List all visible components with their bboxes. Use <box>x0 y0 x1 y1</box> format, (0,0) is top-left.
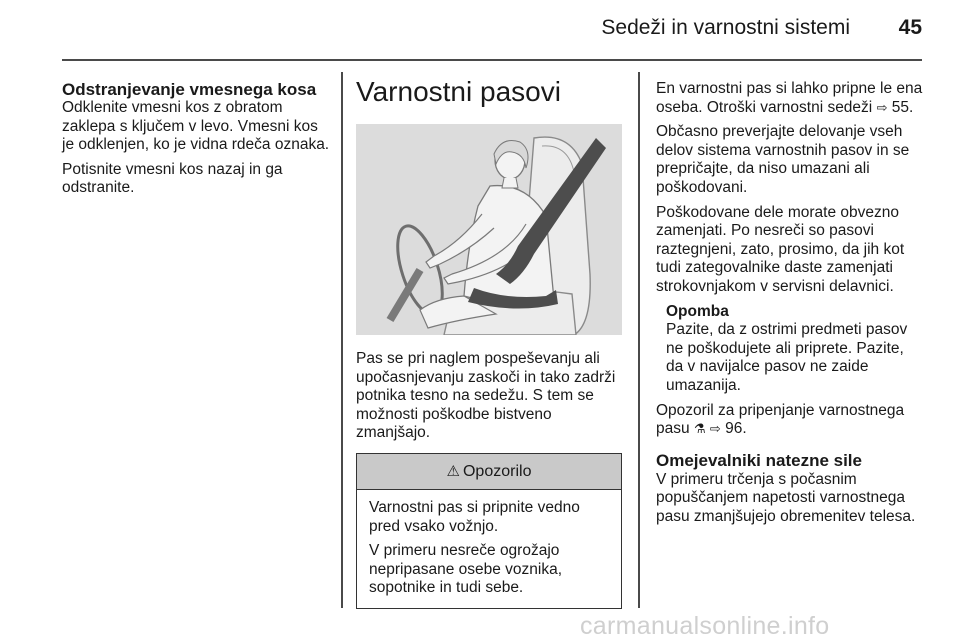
header-rule <box>62 59 922 61</box>
note-text: Pazite, da z ostrimi predmeti pasov ne poškodujete ali priprete. Pazite, da v navijalce pasov ne zaide umazanija. <box>666 321 908 394</box>
paragraph-unlock-insert: Odklenite vmesni kos z obratom zaklepa s ključem v levo. Vmesni kos je odklenjen, ko je vidna rdeča oznaka. <box>62 99 330 154</box>
seatbelt-warning-icon: ⚗ <box>693 421 706 437</box>
warning-title: Opozorilo <box>462 462 532 480</box>
reference-arrow-icon: ⇨ <box>709 421 721 437</box>
paragraph-one-person-text: En varnostni pas si lahko pripne le ena oseba. Otroški varnostni sedeži <box>656 80 923 116</box>
reference-arrow-icon: ⇨ <box>876 99 888 115</box>
warning-header <box>357 454 621 490</box>
warning-paragraph-2: V primeru nesreče ogrožajo nepripasane osebe voznika, sopotnike in tudi sebe. <box>369 542 563 597</box>
seatbelt-illustration <box>356 124 622 335</box>
seatbelt-drawing <box>356 124 622 335</box>
paragraph-belt-warning <box>656 402 924 439</box>
section-heading-force-limiters: Omejevalniki natezne sile <box>656 450 862 470</box>
warning-box <box>356 453 622 609</box>
column-divider-left <box>341 72 343 608</box>
paragraph-remove-insert: Potisnite vmesni kos nazaj in ga odstranite. <box>62 160 283 197</box>
paragraph-force-limiters: V primeru trčenja s počasnim popuščanjem napetosti varnostnega pasu zmanjšujejo obremenitev telesa. <box>656 470 916 525</box>
left-column <box>62 80 332 204</box>
paragraph-check-belts: Občasno preverjajte delovanje vseh delov sistema varnostnih pasov in se prepričajte, da niso umazani ali poškodovani. <box>656 123 910 196</box>
paragraph-belt-locking: Pas se pri naglem pospeševanju ali upočasnjevanju zaskoči in tako zadrži potnika tesno na sedežu. S tem se možnosti poškodbe bistveno zmanjšajo. <box>356 350 616 442</box>
chapter-heading-seat-belts: Varnostni pasovi <box>356 76 561 107</box>
middle-column <box>356 76 624 609</box>
paragraph-replace-parts: Poškodovane dele morate obvezno zamenjati. Po nesreči so pasovi raztegnjeni, zato, prosimo, da jih kot tudi zategovalnike daste zamenjati strokovnjakom v servisni delavnici. <box>656 203 905 295</box>
note-title: Opomba <box>666 302 729 320</box>
note-box <box>656 303 924 396</box>
warning-body <box>357 490 621 608</box>
reference-page-55: 55. <box>891 98 914 116</box>
warning-paragraph-1: Varnostni pas si pripnite vedno pred vsako vožnjo. <box>369 498 580 535</box>
column-divider-right <box>638 72 640 608</box>
reference-page-96: 96. <box>725 420 747 438</box>
warning-triangle-icon: ⚠ <box>446 462 460 480</box>
page-header-title: Sedeži in varnostni sistemi <box>601 16 850 39</box>
right-column <box>656 80 924 532</box>
watermark: carmanualsonline.info <box>580 612 830 640</box>
paragraph-belt-warning-text: Opozoril za pripenjanje varnostnega pasu <box>656 401 905 438</box>
page-number: 45 <box>898 16 922 39</box>
section-heading-insert-removal: Odstranjevanje vmesnega kosa <box>62 80 317 99</box>
paragraph-one-person <box>656 80 924 117</box>
